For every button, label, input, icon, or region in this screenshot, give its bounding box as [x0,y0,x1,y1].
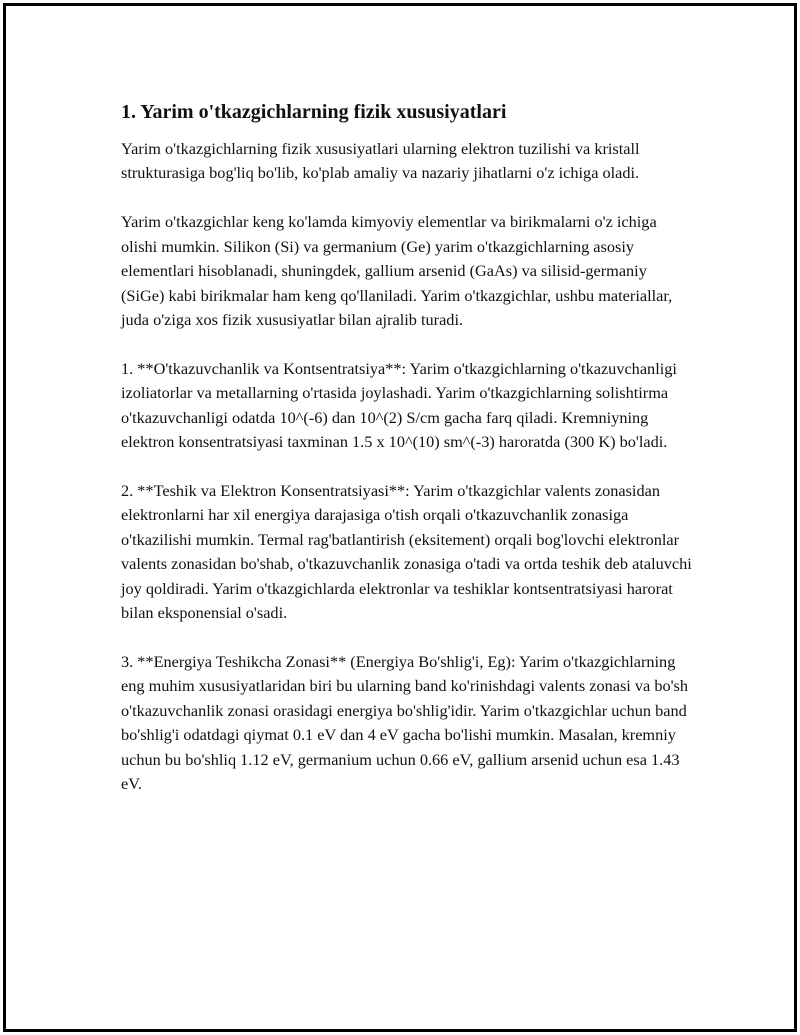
document-title: 1. Yarim o'tkazgichlarning fizik xususiyatlari [121,101,507,123]
conductivity-paragraph: 1. **O'tkazuvchanlik va Kontsentratsiya**: Yarim o'tkazgichlarning o'tkazuvchanligi izoliatorlar va metallarning o'rtasida joylashadi. Yarim o'tkazgichlarning solishtirma o'tkazuvchanligi odatda 10^(-6) dan 10^(2) S/cm gacha farq qiladi. Kremniyning elektron konsentratsiyasi taxminan 1.5 x 10^(10) sm^(-3) haroratda (300 K) bo'ladi. [121,358,677,452]
band-gap-paragraph: 3. **Energiya Teshikcha Zonasi** (Energiya Bo'shlig'i, Eg): Yarim o'tkazgichlarning eng muhim xususiyatlaridan biri bu ularning band ko'rinishdagi valents zonasi va bo'sh o'tkazuvchanlik zonasi orasidagi energiya bo'shlig'idir. Yarim o'tkazgichlar uchun band bo'shlig'i odatdagi qiymat 0.1 eV dan 4 eV gacha bo'lishi mumkin. Masalan, kremniy uchun bu bo'shliq 1.12 eV, germanium uchun 0.66 eV, gallium arsenid uchun esa 1.43 eV. [121,651,689,793]
intro-paragraph: Yarim o'tkazgichlarning fizik xususiyatlari ularning elektron tuzilishi va kristall strukturasiga bog'liq bo'lib, ko'plab amaliy va nazariy jihatlarni o'z ichiga oladi. [121,139,640,183]
document-body [121,99,693,821]
page-frame [3,3,797,1032]
carrier-concentration-paragraph: 2. **Teshik va Elektron Konsentratsiyasi**: Yarim o'tkazgichlar valents zonasidan elektronlarni har xil energiya darajasiga o'tish orqali o'tkazuvchanlik zonasiga o'tkazilishi mumkin. Termal rag'batlantirish (eksitement) orqali bog'lovchi elektronlar valents zonasidan bo'shab, o'tkazuvchanlik zonasiga o'tadi va ortda teshik deb ataluvchi joy qoldiradi. Yarim o'tkazgichlarda elektronlar va teshiklar kontsentratsiyasi harorat bilan eksponensial o'sadi. [121,480,692,622]
materials-paragraph: Yarim o'tkazgichlar keng ko'lamda kimyoviy elementlar va birikmalarni o'z ichiga olishi mumkin. Silikon (Si) va germanium (Ge) yarim o'tkazgichlarning asosiy elementlari hisoblanadi, shuningdek, gallium arsenid (GaAs) va silisid-germaniy (SiGe) kabi birikmalar ham keng qo'llaniladi. Yarim o'tkazgichlar, ushbu materiallar, juda o'ziga xos fizik xususiyatlar bilan ajralib turadi. [121,212,673,329]
